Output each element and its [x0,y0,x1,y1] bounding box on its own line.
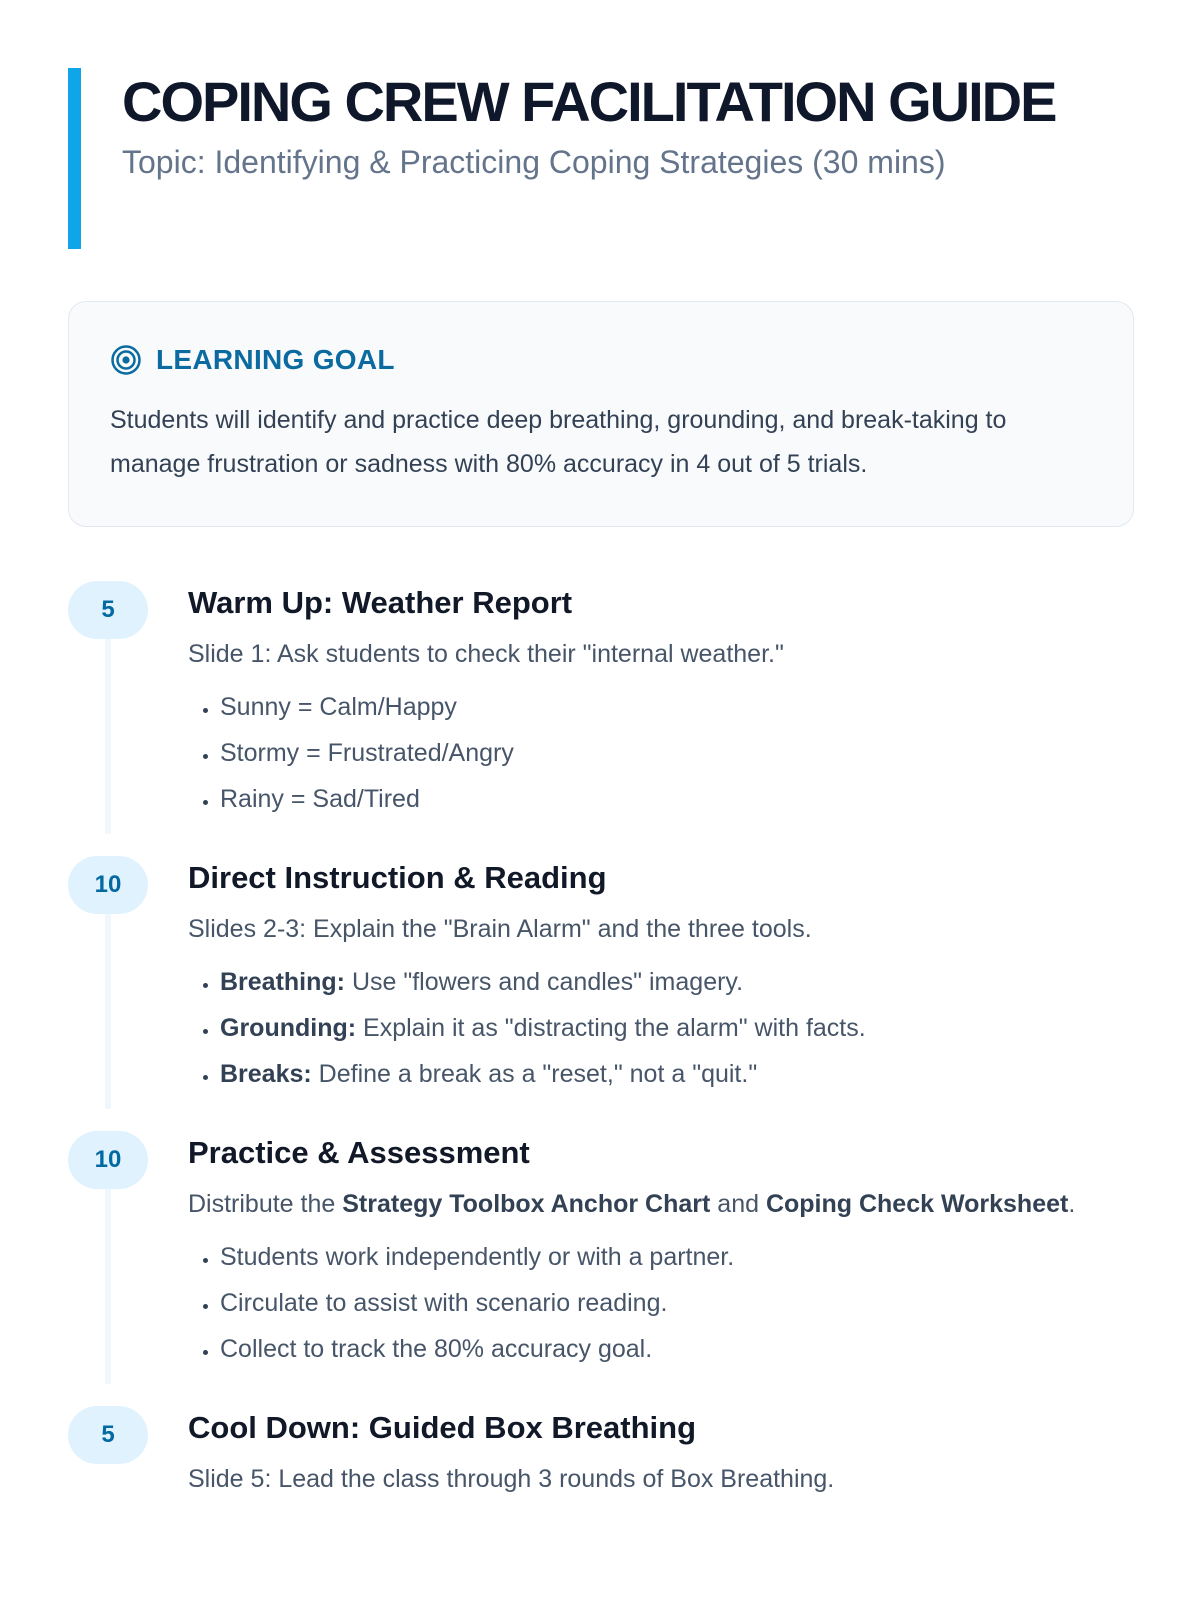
step-duration-badge: 5 [68,581,148,639]
step-list [188,1234,1132,1372]
list-item: • Students work independently or with a partner. [220,1234,1132,1280]
timeline-connector [105,1189,111,1384]
step-title: Practice & Assessment [188,1135,530,1170]
learning-goal-title: LEARNING GOAL [156,344,395,375]
step-description: Distribute the Strategy Toolbox Anchor Chart and Coping Check Worksheet. [188,1190,1076,1218]
step-duration-badge: 10 [68,1131,148,1189]
list-item: • Collect to track the 80% accuracy goal. [220,1326,1132,1372]
list-item: • Stormy = Frustrated/Angry [220,730,1132,776]
learning-goal-card [68,301,1134,527]
step-title: Cool Down: Guided Box Breathing [188,1410,697,1445]
list-item: • Grounding: Explain it as "distracting the alarm" with facts. [220,1005,1132,1051]
timeline-connector [105,639,111,834]
list-item: • Rainy = Sad/Tired [220,776,1132,822]
timeline-connector [105,914,111,1109]
header-accent-bar [68,68,81,249]
timeline-step-warm-up [68,581,1132,856]
learning-goal-text: Students will identify and practice deep breathing, grounding, and break-taking to manage frustration or sadness with 80% accuracy in 4 out of 5 trials. [110,406,1007,478]
list-item: • Circulate to assist with scenario reading. [220,1280,1132,1326]
step-description: Slide 1: Ask students to check their "internal weather." [188,640,784,668]
page-title: COPING CREW FACILITATION GUIDE [122,70,1056,133]
step-duration-badge: 10 [68,856,148,914]
step-title: Direct Instruction & Reading [188,860,607,895]
lesson-timeline [68,581,1132,1533]
list-item: • Sunny = Calm/Happy [220,684,1132,730]
page-subtitle: Topic: Identifying & Practicing Coping Strategies (30 mins) [122,144,946,180]
step-list [188,684,1132,822]
step-list [188,959,1132,1097]
learning-goal-header [110,344,1092,376]
guide-header [68,66,1132,247]
timeline-step-practice-assessment [68,1131,1132,1406]
step-description: Slides 2-3: Explain the "Brain Alarm" and the three tools. [188,915,812,943]
list-item: • Breaks: Define a break as a "reset," not a "quit." [220,1051,1132,1097]
step-duration-badge: 5 [68,1406,148,1464]
timeline-step-cool-down [68,1406,1132,1533]
step-description: Slide 5: Lead the class through 3 rounds of Box Breathing. [188,1465,835,1493]
list-item: • Breathing: Use "flowers and candles" imagery. [220,959,1132,1005]
target-icon [110,344,142,376]
timeline-step-direct-instruction [68,856,1132,1131]
step-title: Warm Up: Weather Report [188,585,573,620]
